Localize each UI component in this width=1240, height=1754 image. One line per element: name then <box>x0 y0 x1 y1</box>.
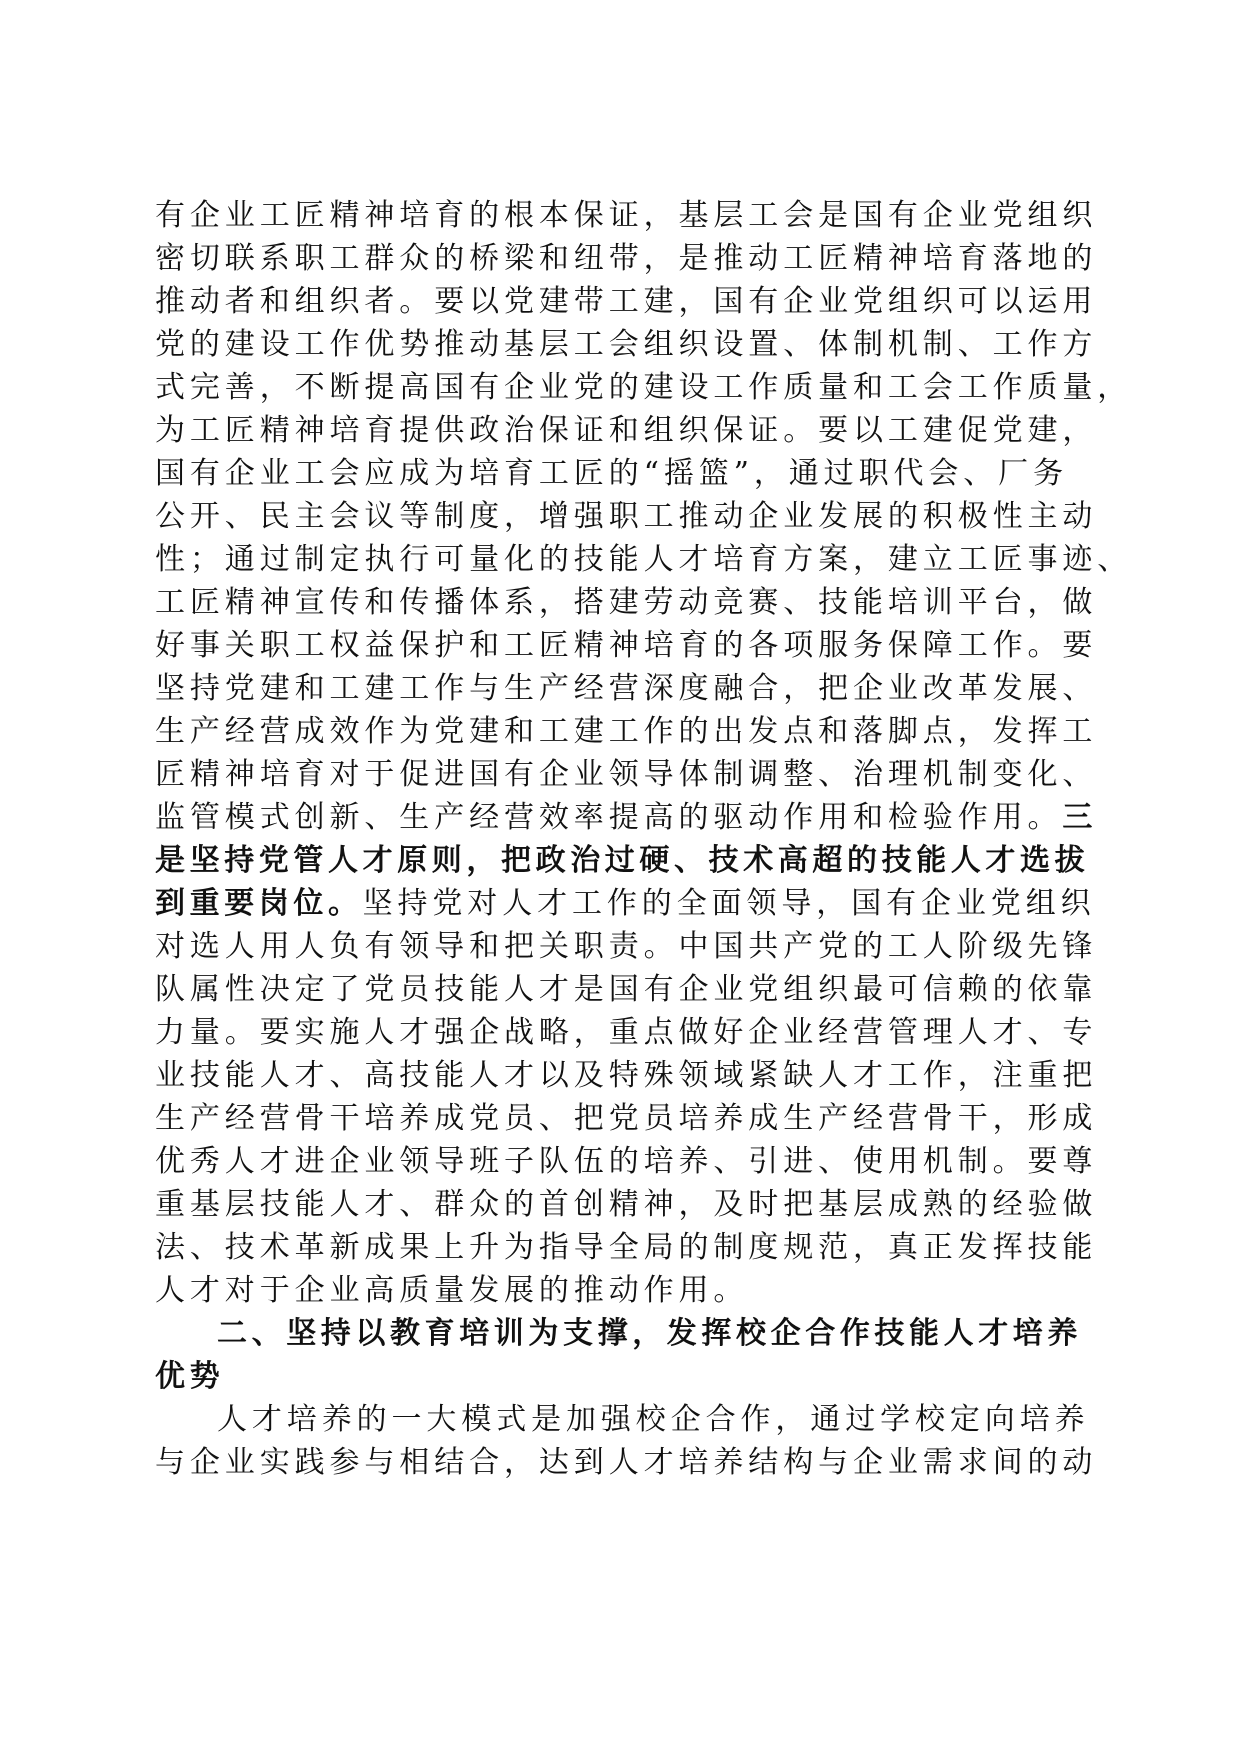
text-line: 公开、民主会议等制度，增强职工推动企业发展的积极性主动 <box>155 499 1098 534</box>
text-line: 人才对于企业高质量发展的推动作用。 <box>155 1273 749 1308</box>
text-line: 国有企业工会应成为培育工匠的“摇篮”，通过职代会、厂务 <box>155 456 1068 491</box>
text-line: 工匠精神宣传和传播体系，搭建劳动竞赛、技能培训平台，做 <box>155 585 1098 620</box>
text-line: 优秀人才进企业领导班子队伍的培养、引进、使用机制。要尊 <box>155 1144 1098 1179</box>
text-line: 密切联系职工群众的桥梁和纽带，是推动工匠精神培育落地的 <box>155 241 1098 276</box>
text-line-rest: 坚持党对人才工作的全面领导，国有企业党组织 <box>362 886 1096 921</box>
text-line: 好事关职工权益保护和工匠精神培育的各项服务保障工作。要 <box>155 628 1098 663</box>
body-text <box>155 194 1133 1484</box>
text-line: 业技能人才、高技能人才以及特殊领域紧缺人才工作，注重把 <box>155 1058 1098 1093</box>
bold-lead-in-end: 到重要岗位。 <box>155 886 363 921</box>
text-line: 重基层技能人才、群众的首创精神，及时把基层成熟的经验做 <box>155 1187 1098 1222</box>
paragraph-first-line: 人才培养的一大模式是加强校企合作，通过学校定向培养 <box>217 1402 1090 1437</box>
bold-lead-in-start: 三 <box>1062 800 1098 835</box>
text-line: 与企业实践参与相结合，达到人才培养结构与企业需求间的动 <box>155 1445 1098 1480</box>
text-line: 生产经营骨干培养成党员、把党员培养成生产经营骨干，形成 <box>155 1101 1098 1136</box>
text-line: 对选人用人负有领导和把关职责。中国共产党的工人阶级先锋 <box>155 929 1098 964</box>
section-heading: 二、坚持以教育培训为支撑，发挥校企合作技能人才培养 <box>217 1316 1082 1351</box>
text-line: 有企业工匠精神培育的根本保证，基层工会是国有企业党组织 <box>155 198 1098 233</box>
section-heading-continued: 优势 <box>155 1359 225 1394</box>
text-line: 党的建设工作优势推动基层工会组织设置、体制机制、工作方 <box>155 327 1098 362</box>
text-line: 队属性决定了党员技能人才是国有企业党组织最可信赖的依靠 <box>155 972 1098 1007</box>
text-line: 法、技术革新成果上升为指导全局的制度规范，真正发挥技能 <box>155 1230 1098 1265</box>
text-line: 生产经营成效作为党建和工建工作的出发点和落脚点，发挥工 <box>155 714 1098 749</box>
text-line: 坚持党建和工建工作与生产经营深度融合，把企业改革发展、 <box>155 671 1098 706</box>
text-line <box>155 796 1098 839</box>
bold-lead-in: 是坚持党管人才原则，把政治过硬、技术高超的技能人才选拔 <box>155 843 1090 878</box>
text-line: 性；通过制定执行可量化的技能人才培育方案，建立工匠事迹、 <box>155 542 1133 577</box>
text-line: 匠精神培育对于促进国有企业领导体制调整、治理机制变化、 <box>155 757 1098 792</box>
text-line <box>155 882 1096 925</box>
text-line: 为工匠精神培育提供政治保证和组织保证。要以工建促党建， <box>155 413 1098 448</box>
text-line-main: 监管模式创新、生产经营效率提高的驱动作用和检验作用。 <box>155 800 1063 835</box>
text-line: 力量。要实施人才强企战略，重点做好企业经营管理人才、专 <box>155 1015 1098 1050</box>
text-line: 式完善，不断提高国有企业党的建设工作质量和工会工作质量， <box>155 370 1133 405</box>
text-line: 推动者和组织者。要以党建带工建，国有企业党组织可以运用 <box>155 284 1098 319</box>
